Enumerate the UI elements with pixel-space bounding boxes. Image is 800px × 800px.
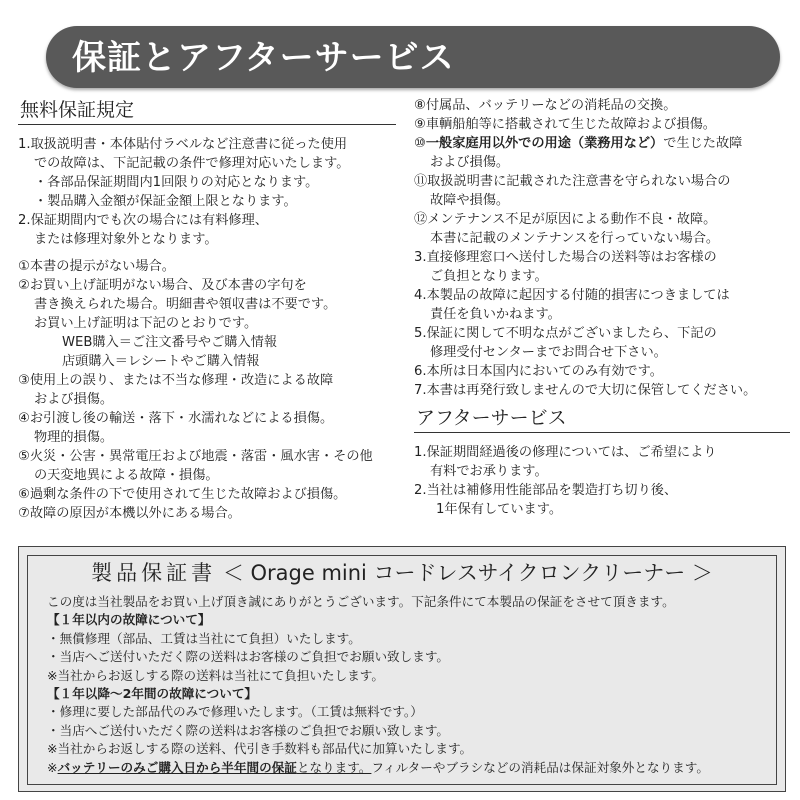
exclusion-item-cont: 物理的損傷。 [34,430,114,445]
warranty-card [18,546,786,792]
after-service-title: アフターサービス [414,404,790,433]
warranty-clause-5-cont: 修理受付センターまでお問合せ下さい。 [430,345,667,360]
exclusion-item: ⑥過剰な条件の下で使用されて生じた故障および損傷。 [18,487,347,502]
exclusion-item-business-use [414,134,790,153]
exclusion-text: で生じた故障 [663,136,743,151]
exclusion-item: ②お買い上げ証明がない場合、及び本書の字句を [18,278,307,293]
warranty-clause-2-cont: または修理対象外となります。 [34,232,218,247]
exclusion-item: ⑪取扱説明書に記載された注意書を守られない場合の [414,174,731,189]
warranty-card-section2-line: ・修理に要した部品代のみで修理いたします。（工賃は無料です。） [47,704,423,720]
free-warranty-left-column [18,96,396,523]
warranty-clause-4-cont: 責任を負いかねます。 [430,307,561,322]
warranty-clause-4: 4.本製品の故障に起因する付随的損害につきましては [414,288,730,303]
warranty-card-body [47,593,767,777]
exclusion-item-cont: および損傷。 [34,392,114,407]
exclusion-item: ⑤火災・公害・異常電圧および地震・落雷・風水害・その他 [18,449,373,464]
warranty-clause-1: 1.取扱説明書・本体貼付ラベルなど注意書に従った使用 [18,137,348,152]
battery-warranty-emphasis: バッテリーのみご購入日から半年間の保証 [57,759,297,775]
free-warranty-right-column [414,96,790,519]
battery-warranty-suffix: となります。 [296,759,372,775]
exclusion-item-cont: の天変地異による故障・損傷。 [34,468,219,483]
warranty-clause-5: 5.保証に関して不明な点がございましたら、下記の [414,326,717,341]
exclusion-item: ⑫メンテナンス不足が原因による動作不良・故障。 [414,212,717,227]
exclusion-item-cont: 本書に記載のメンテナンスを行っていない場合。 [430,231,720,246]
note-mark: ※ [47,759,58,775]
warranty-clause-2: 2.保証期間内でも次の場合には有料修理、 [18,213,268,228]
page-title: 保証とアフターサービス [72,38,455,78]
warranty-card-title [19,559,785,587]
warranty-clause-6: 6.本所は日本国内においてのみ有効です。 [414,364,663,379]
exclusion-item-cont: 故障や損傷。 [430,193,510,208]
consumables-note: フィルターやブラシなどの消耗品は保証対象外となります。 [371,759,709,775]
exclusion-item: ①本書の提示がない場合。 [18,259,175,274]
warranty-clause-1-cont: での故障は、下記記載の条件で修理対応いたします。 [34,156,350,171]
warranty-card-section2-title: 【１年以降～2年間の故障について】 [47,686,258,702]
warranty-card-section2-line: ※当社からお返しする際の送料、代引き手数料も部品代に加算いたします。 [47,741,473,757]
warranty-clause-1-note: ・製品購入金額が保証金額上限となります。 [34,194,297,209]
warranty-card-section1-line: ※当社からお返しする際の送料は当社にて負担いたします。 [47,667,384,683]
warranty-clause-3: 3.直接修理窓口へ送付した場合の送料等はお客様の [414,250,717,265]
after-service-item-2: 2.当社は補修用性能部品を製造打ち切り後、 [414,483,678,498]
warranty-card-title-main: 製品保証書 [91,561,217,585]
warranty-card-section2-line: ・当店へご送付いただく際の送料はお客様のご負担でお願い致します。 [47,722,449,738]
warranty-card-section1-line: ・無償修理（部品、工賃は当社にて負担）いたします。 [47,630,361,646]
exclusion-item-cont: および損傷。 [430,155,510,170]
warranty-clause-7: 7.本書は再発行致しませんので大切に保管してください。 [414,383,757,398]
warranty-card-intro: この度は当社製品をお買い上げ頂き誠にありがとうございます。下記条件にて本製品の保証をさせて頂きます。 [47,594,675,609]
warranty-clause-1-note: ・各部品保証期間内1回限りの対応となります。 [34,175,319,190]
warranty-clause-3-cont: ご負担となります。 [430,269,548,284]
exclusion-item: ⑨車輌船舶等に搭載されて生じた故障および損傷。 [414,117,716,132]
exclusion-item: ④お引渡し後の輸送・落下・水濡れなどによる損傷。 [18,411,334,426]
warranty-card-section1-line: ・当店へご送付いただく際の送料はお客様のご負担でお願い致します。 [47,649,449,665]
exclusion-item: ⑧付属品、バッテリーなどの消耗品の交換。 [414,98,677,113]
exclusion-number: ⑩ [414,136,426,151]
warranty-card-product-name: ＜ Orage mini コードレスサイクロンクリーナー ＞ [222,561,713,585]
business-use-emphasis: 一般家庭用以外での用途（業務用など） [425,136,664,151]
after-service-item-1: 1.保証期間経過後の修理については、ご希望により [414,445,717,460]
after-service-item-2-cont: 1年保有しています。 [436,502,563,517]
exclusion-item-cont: お買い上げ証明は下記のとおりです。 [34,316,258,331]
exclusion-item: ③使用上の誤り、または不当な修理・改造による故障 [18,373,334,388]
exclusion-item: ⑦故障の原因が本機以外にある場合。 [18,506,241,521]
exclusion-item-cont: 書き換えられた場合。明細書や領収書は不要です。 [34,297,337,312]
free-warranty-title: 無料保証規定 [18,96,396,125]
battery-warranty-note [47,759,767,777]
purchase-proof-web: WEB購入＝ご注文番号やご購入情報 [62,335,278,350]
purchase-proof-store: 店頭購入＝レシートやご購入情報 [62,354,260,369]
warranty-card-section1-title: 【１年以内の故障について】 [47,612,211,628]
after-service-item-1-cont: 有料でお承ります。 [430,464,548,479]
